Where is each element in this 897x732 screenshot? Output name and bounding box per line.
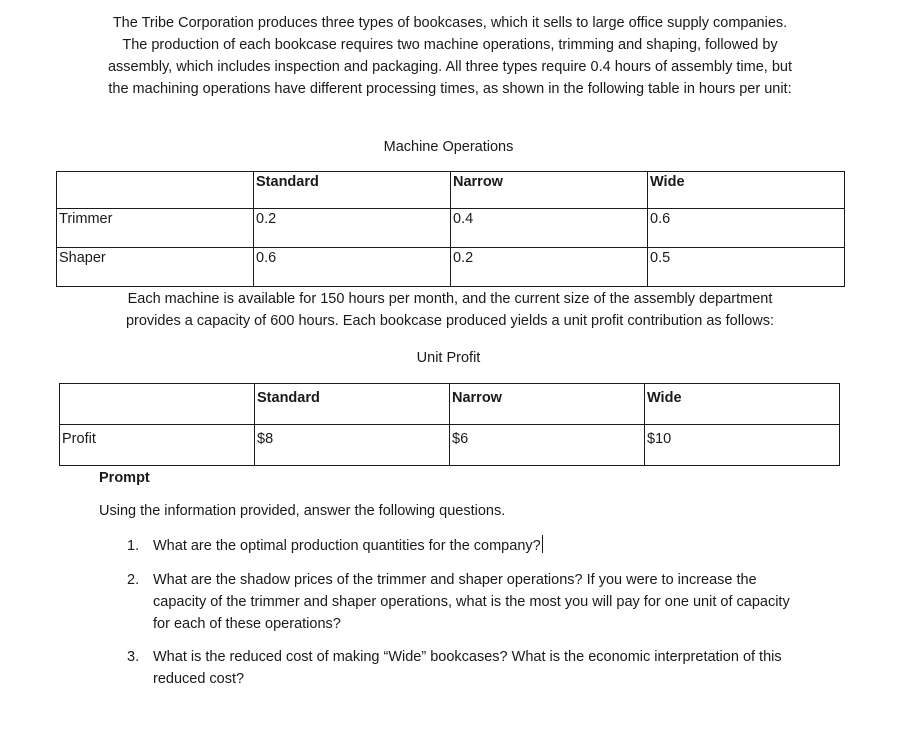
question-2-text: What are the shadow prices of the trimmer and shaper operations? If you were to increase the capacity of the trimmer and shaper operations, what is the most you will pay for one unit of capacity for each of these operations? — [153, 572, 790, 632]
header-cell-wide: Wide — [648, 172, 845, 209]
capacity-paragraph: Each machine is available for 150 hours per month, and the current size of the assembly department provides a capacity of 600 hours. Each bookcase produced yields a unit profit contribution as follows: — [125, 291, 775, 329]
row-label-trimmer: Trimmer — [57, 209, 254, 248]
table-cell: $6 — [450, 425, 645, 466]
text-cursor — [542, 535, 543, 553]
list-item — [127, 646, 807, 690]
table-cell: 0.4 — [451, 209, 648, 248]
table-cell: 0.5 — [648, 248, 845, 287]
table-row — [57, 209, 845, 248]
list-item — [127, 569, 807, 635]
table-header-row — [60, 384, 840, 425]
header-cell-standard: Standard — [254, 172, 451, 209]
list-item — [127, 535, 807, 557]
profit-table-caption: Unit Profit — [416, 350, 481, 366]
list-number: 2. — [127, 572, 140, 588]
table-cell: $10 — [645, 425, 840, 466]
question-text: What are the optimal production quantities for the company? — [153, 538, 541, 554]
prompt-lead-text: Using the information provided, answer the following questions. — [99, 503, 506, 519]
question-3-text: What is the reduced cost of making “Wide” bookcases? What is the economic interpretation of this reduced cost? — [153, 649, 782, 687]
machine-table-caption: Machine Operations — [383, 139, 514, 155]
list-number: 3. — [127, 649, 140, 665]
table-cell: 0.6 — [254, 248, 451, 287]
table-cell: 0.2 — [254, 209, 451, 248]
question-1-text — [153, 535, 798, 557]
row-label-profit: Profit — [60, 425, 255, 466]
machine-operations-table — [56, 171, 845, 287]
table-cell: 0.6 — [648, 209, 845, 248]
table-header-row — [57, 172, 845, 209]
header-cell-wide: Wide — [645, 384, 840, 425]
table-cell: 0.2 — [451, 248, 648, 287]
row-label-shaper: Shaper — [57, 248, 254, 287]
header-cell-standard: Standard — [255, 384, 450, 425]
prompt-heading: Prompt — [99, 470, 150, 486]
list-number: 1. — [127, 538, 140, 554]
table-row — [60, 425, 840, 466]
unit-profit-table — [59, 383, 840, 466]
intro-paragraph: The Tribe Corporation produces three types of bookcases, which it sells to large office supply companies. The production of each bookcase requires two machine operations, trimming and shaping, followed by assembly, which includes inspection and packaging. All three types require 0.4 hours of assembly time, but the machining operations have different processing times, as shown in the following table in hours per unit: — [107, 15, 792, 97]
header-cell-narrow: Narrow — [451, 172, 648, 209]
header-cell-blank — [57, 172, 254, 209]
table-cell: $8 — [255, 425, 450, 466]
table-row — [57, 248, 845, 287]
header-cell-narrow: Narrow — [450, 384, 645, 425]
header-cell-blank — [60, 384, 255, 425]
